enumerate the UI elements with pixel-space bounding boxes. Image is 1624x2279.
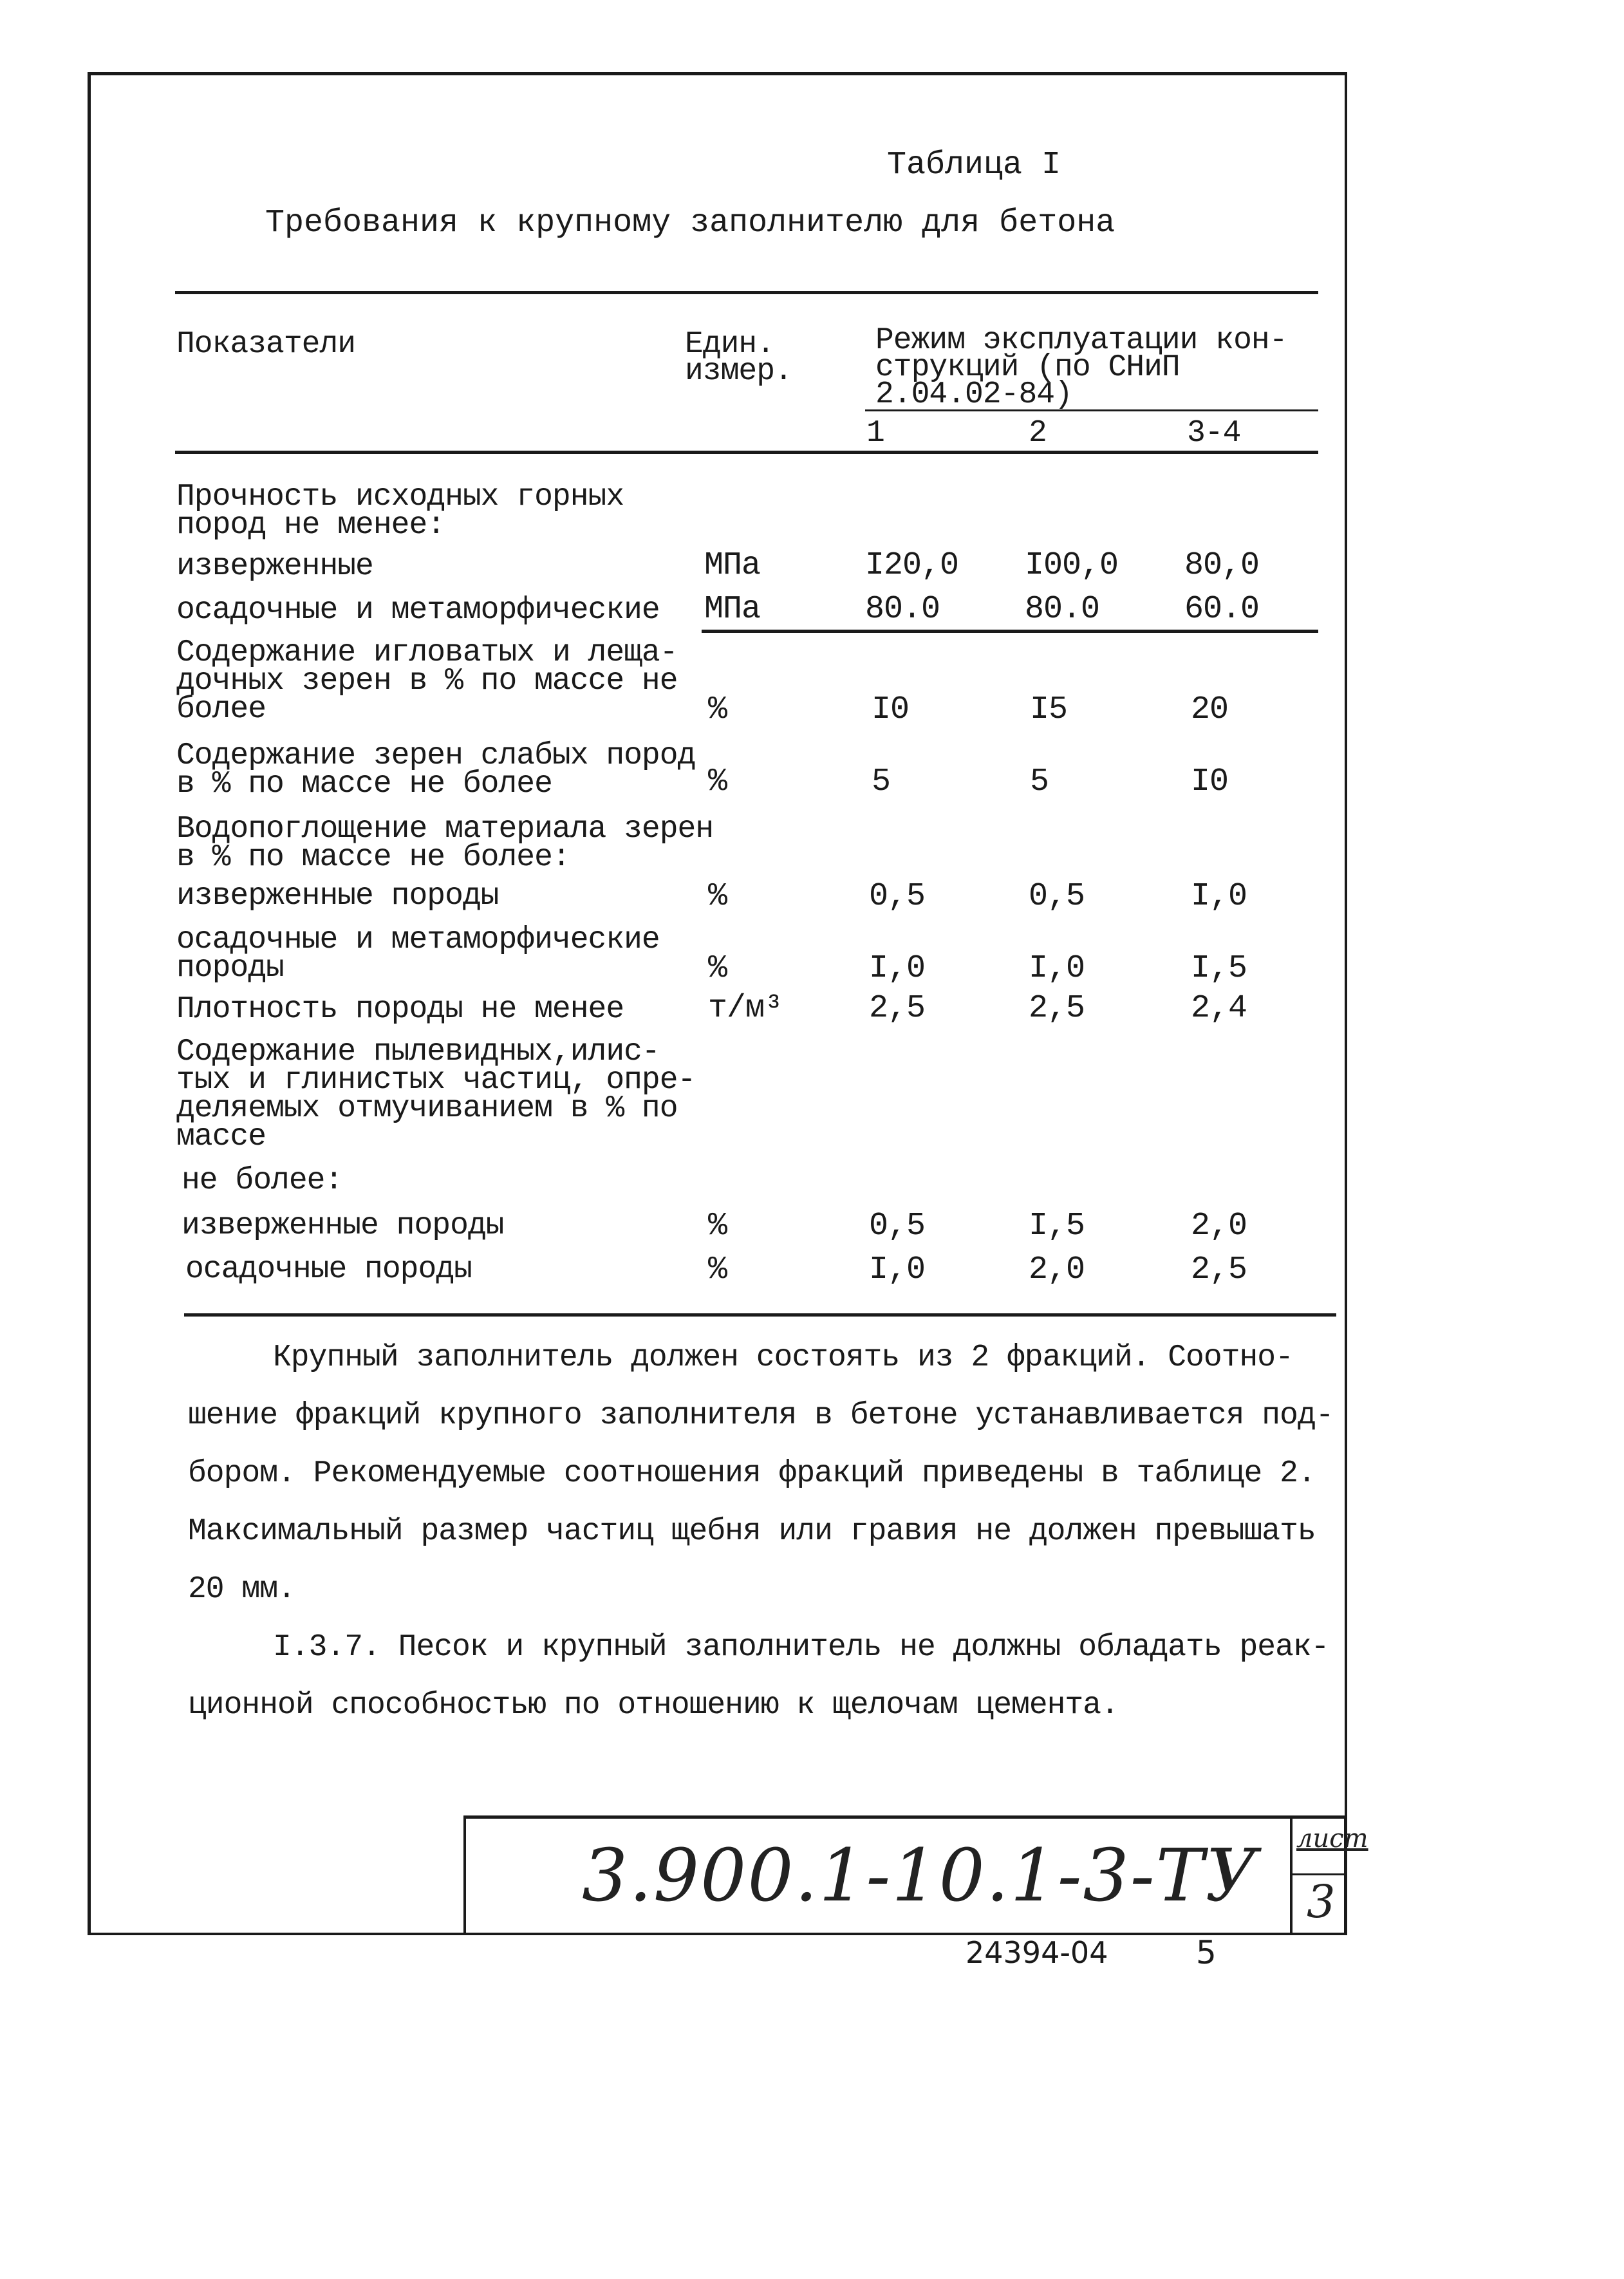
stamp-separator bbox=[1290, 1819, 1293, 1933]
paragraph-line: Максимальный размер частиц щебня или гравия не должен превышать bbox=[188, 1514, 1316, 1549]
footer-inventory: 24394-04 bbox=[966, 1935, 1108, 1970]
row-unit: % bbox=[708, 878, 727, 915]
paragraph-line: шение фракций крупного заполнителя в бетоне устанавливается под- bbox=[188, 1398, 1334, 1433]
header-mode-1: Режим эксплуатации кон- bbox=[875, 323, 1287, 358]
title-stamp bbox=[463, 1815, 1368, 1933]
row-value-3: 80,0 bbox=[1184, 547, 1260, 584]
row-label: Плотность породы не менее bbox=[176, 992, 624, 1027]
table-bottom-rule bbox=[184, 1313, 1336, 1317]
table-title: Требования к крупному заполнителю для бетона bbox=[265, 205, 1115, 241]
row-unit: % bbox=[708, 950, 727, 987]
row-label: не более: bbox=[182, 1163, 343, 1198]
row-value-3: I,0 bbox=[1191, 878, 1247, 915]
row-label: изверженные bbox=[176, 549, 373, 584]
header-mode-3: 2.04.02-84) bbox=[875, 377, 1072, 412]
stamp-sheet-label: лист bbox=[1296, 1824, 1368, 1853]
header-col-1: 1 bbox=[866, 416, 884, 451]
row-label: Прочность исходных горных пород не менее: bbox=[176, 480, 624, 543]
row-label: Содержание игловатых и леща- дочных зерен в % по массе не более bbox=[176, 635, 678, 727]
row-value-3: I,5 bbox=[1191, 950, 1247, 987]
header-col-2: 2 bbox=[1029, 416, 1047, 451]
row-label: Содержание зерен слабых пород в % по массе не более bbox=[176, 738, 696, 802]
row-unit: % bbox=[708, 691, 727, 728]
row-unit: % bbox=[708, 1208, 727, 1244]
row-value-2: 80.0 bbox=[1025, 591, 1100, 628]
table-top-rule bbox=[175, 291, 1318, 294]
row-value-3: 60.0 bbox=[1184, 591, 1260, 628]
header-bottom-rule bbox=[175, 451, 1318, 454]
row-label: осадочные и метаморфические bbox=[176, 593, 660, 628]
row-unit: т/м³ bbox=[708, 990, 783, 1027]
stamp-designation: 3.900.1-10.1-3-ТУ bbox=[582, 1834, 1259, 1918]
paragraph-line: Крупный заполнитель должен состоять из 2 фракций. Соотно- bbox=[273, 1340, 1293, 1375]
row-value-2: 2,5 bbox=[1029, 990, 1085, 1027]
row-label: Водопоглощение материала зерен в % по массе не более: bbox=[176, 812, 714, 875]
footer-page: 5 bbox=[1196, 1934, 1217, 1971]
row-value-1: 2,5 bbox=[869, 990, 926, 1027]
row-value-2: I,5 bbox=[1029, 1208, 1085, 1244]
row-value-1: 0,5 bbox=[869, 878, 926, 915]
row-value-3: 2,5 bbox=[1191, 1252, 1247, 1288]
row-label: Содержание пылевидных,илис- тых и глинистых частиц, опре- деляемых отмучиванием в % по массе bbox=[176, 1035, 696, 1154]
row-value-1: 5 bbox=[872, 764, 891, 800]
header-mode-rule bbox=[865, 409, 1318, 411]
row-unit: МПа bbox=[704, 547, 761, 584]
row-value-3: 20 bbox=[1191, 691, 1229, 728]
row-value-1: 80.0 bbox=[865, 591, 940, 628]
paragraph-line: I.3.7. Песок и крупный заполнитель не должны обладать реак- bbox=[273, 1630, 1329, 1665]
paragraph-line: 20 мм. bbox=[188, 1572, 295, 1607]
row-value-1: I0 bbox=[872, 691, 910, 728]
paragraph-line: ционной способностью по отношению к щелочам цемента. bbox=[188, 1688, 1119, 1723]
row-value-2: 2,0 bbox=[1029, 1252, 1085, 1288]
row-value-1: I,0 bbox=[869, 1252, 926, 1288]
row-rule bbox=[702, 630, 1318, 633]
row-value-2: I00,0 bbox=[1025, 547, 1119, 584]
row-label: осадочные и метаморфические породы bbox=[176, 923, 660, 986]
row-value-2: 5 bbox=[1030, 764, 1049, 800]
row-label: осадочные породы bbox=[185, 1252, 472, 1287]
row-label: изверженные породы bbox=[176, 879, 499, 914]
header-unit-1: Един. bbox=[685, 327, 775, 362]
row-unit: % bbox=[708, 764, 727, 800]
header-indicators: Показатели bbox=[176, 327, 356, 362]
row-value-1: I20,0 bbox=[865, 547, 959, 584]
table-number: Таблица I bbox=[887, 147, 1061, 183]
row-value-1: I,0 bbox=[869, 950, 926, 987]
row-value-3: 2,4 bbox=[1191, 990, 1247, 1027]
row-value-2: I,0 bbox=[1029, 950, 1085, 987]
row-unit: МПа bbox=[704, 591, 761, 628]
row-value-1: 0,5 bbox=[869, 1208, 926, 1244]
header-col-3: 3-4 bbox=[1187, 416, 1241, 451]
header-unit-2: измер. bbox=[685, 354, 792, 389]
row-value-3: I0 bbox=[1191, 764, 1229, 800]
row-value-3: 2,0 bbox=[1191, 1208, 1247, 1244]
row-value-2: I5 bbox=[1030, 691, 1068, 728]
row-value-2: 0,5 bbox=[1029, 878, 1085, 915]
row-unit: % bbox=[708, 1252, 727, 1288]
header-mode-2: струкций (по СНиП bbox=[875, 350, 1180, 385]
paragraph-line: бором. Рекомендуемые соотношения фракций приведены в таблице 2. bbox=[188, 1456, 1316, 1491]
row-label: изверженные породы bbox=[182, 1208, 504, 1243]
stamp-sheet-number: 3 bbox=[1307, 1875, 1336, 1928]
